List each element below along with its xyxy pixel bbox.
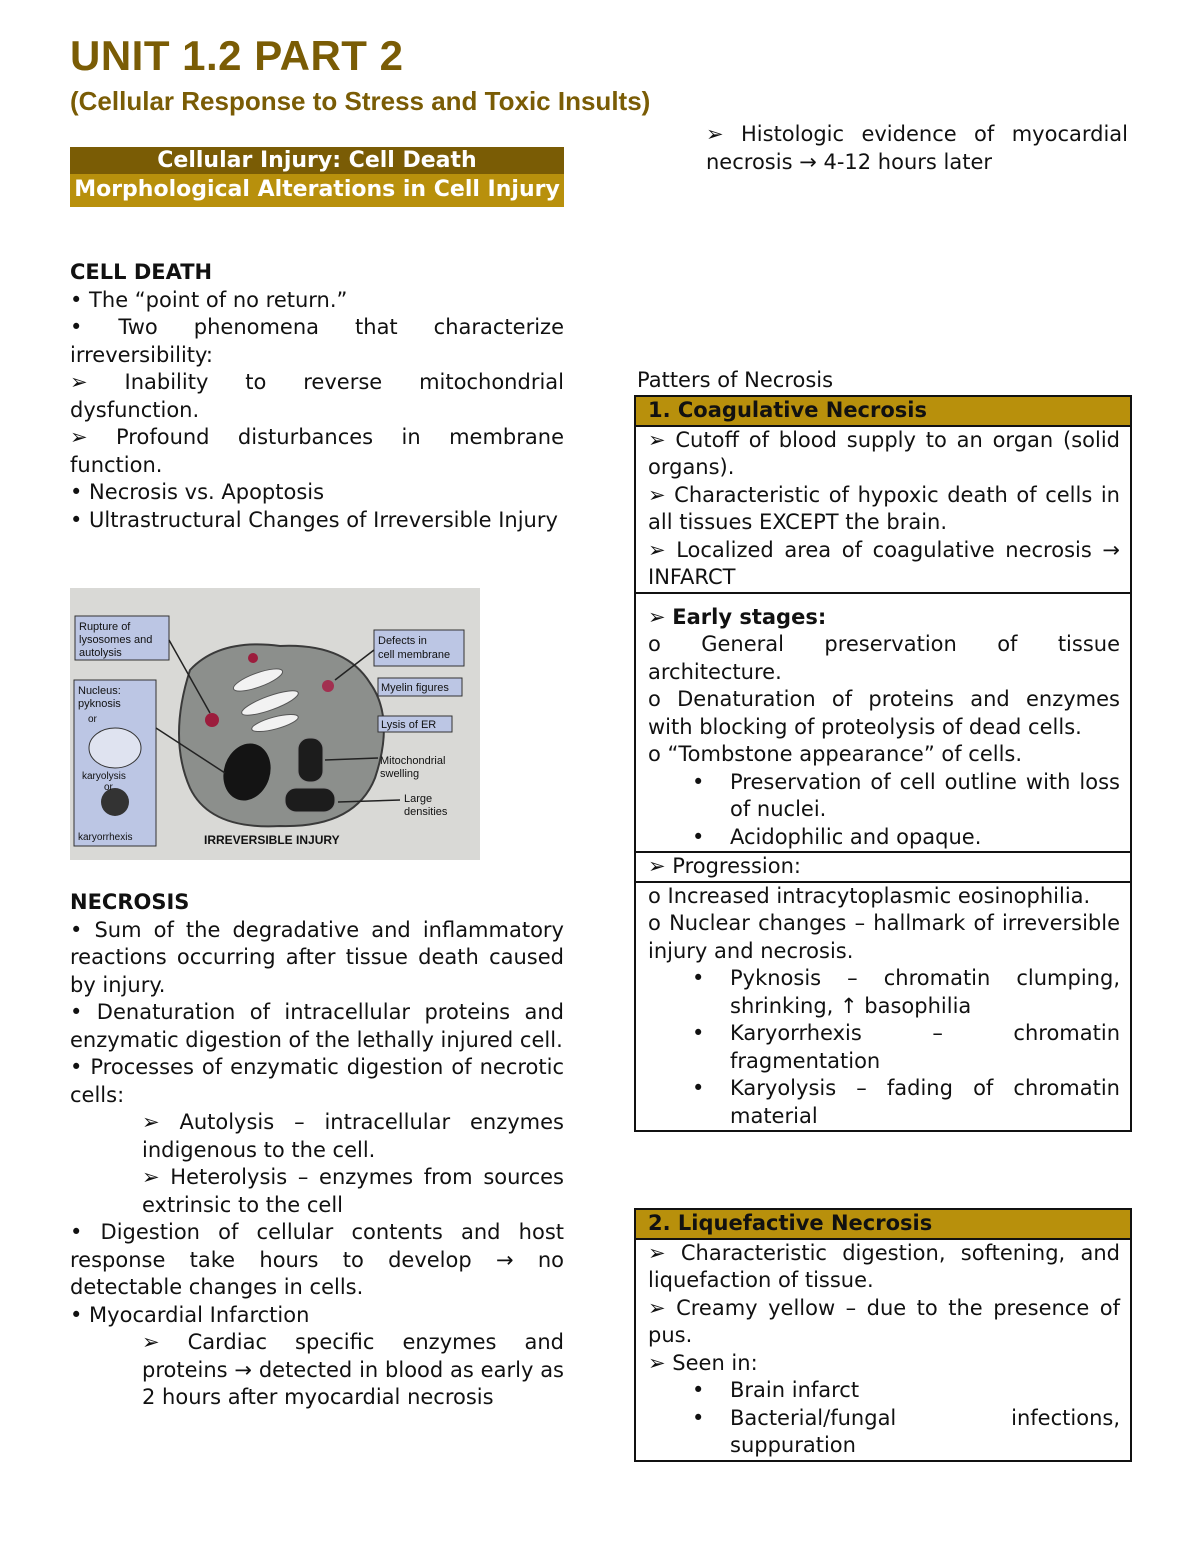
histologic-evidence-text	[706, 121, 1128, 176]
bullet-item: • Acidophilic and opaque.	[648, 824, 1120, 852]
necrosis-item: • Digestion of cellular contents and host response take hours to develop → no detectable changes in cells.	[70, 1220, 564, 1299]
svg-text:Large: Large	[404, 793, 433, 805]
cell-death-heading: CELL DEATH	[70, 260, 213, 284]
bullet-item: • Karyorrhexis – chromatin fragmentation	[648, 1020, 1120, 1075]
section-header	[70, 147, 564, 207]
cell-death-item: • Ultrastructural Changes of Irreversible Injury	[70, 507, 558, 532]
svg-text:or: or	[88, 714, 97, 725]
section-header-line2: Morphological Alterations in Cell Injury	[70, 174, 564, 207]
svg-text:Mitochondrial: Mitochondrial	[380, 755, 446, 767]
necrosis-section	[70, 889, 564, 1412]
necrosis-item: • Denaturation of intracellular proteins and enzymatic digestion of the lethally injured cell.	[70, 1000, 564, 1052]
svg-text:Nucleus:: Nucleus:	[78, 685, 121, 697]
table-line: o General preservation of tissue architecture.	[648, 632, 1120, 684]
bullet-item: • Preservation of cell outline with loss of nuclei.	[648, 769, 1120, 824]
table-line: ➢ Localized area of coagulative necrosis → INFARCT	[648, 537, 1120, 589]
early-stages-heading: Early stages:	[672, 604, 827, 629]
bullet-item: • Karyolysis – fading of chromatin material	[648, 1075, 1120, 1130]
progression-heading: ➢ Progression:	[648, 854, 801, 878]
cell-death-item: ➢ Inability to reverse mitochondrial dysfunction.	[70, 370, 564, 422]
bullet-item: • Brain infarct	[648, 1377, 1120, 1405]
coagulative-heading: 1. Coagulative Necrosis	[636, 397, 1130, 427]
svg-text:Defects in: Defects in	[378, 635, 427, 647]
liquefactive-cell	[636, 1240, 1130, 1460]
liquefactive-necrosis-table	[634, 1208, 1132, 1462]
coagulative-cell-progression	[636, 881, 1130, 1131]
table-line: ➢ Characteristic of hypoxic death of cells in all tissues EXCEPT the brain.	[648, 482, 1120, 534]
cell-death-item: • Two phenomena that characterize irreversibility:	[70, 315, 564, 367]
table-line: ➢ Characteristic digestion, softening, and liquefaction of tissue.	[648, 1240, 1120, 1292]
svg-text:autolysis: autolysis	[79, 647, 122, 659]
cell-diagram	[70, 588, 480, 860]
page-subtitle: (Cellular Response to Stress and Toxic Insults)	[70, 86, 651, 116]
svg-text:densities: densities	[404, 806, 448, 818]
arrow-label: ➢	[648, 604, 673, 629]
patterns-caption: Patters of Necrosis	[637, 368, 834, 392]
svg-text:lysosomes and: lysosomes and	[79, 634, 153, 646]
histologic-evidence: ➢ Histologic evidence of myocardial necrosis → 4-12 hours later	[706, 122, 1128, 174]
cell-death-item: ➢ Profound disturbances in membrane function.	[70, 425, 564, 477]
table-line: o Increased intracytoplasmic eosinophilia.	[648, 883, 1091, 908]
necrosis-subitem: ➢ Autolysis – intracellular enzymes indigenous to the cell.	[142, 1110, 564, 1162]
svg-text:cell membrane: cell membrane	[378, 649, 451, 661]
svg-text:pyknosis: pyknosis	[78, 698, 121, 710]
svg-text:karyorrhexis: karyorrhexis	[78, 832, 133, 843]
svg-text:Lysis of ER: Lysis of ER	[381, 719, 437, 731]
svg-text:IRREVERSIBLE INJURY: IRREVERSIBLE INJURY	[204, 833, 340, 847]
table-line: ➢ Creamy yellow – due to the presence of pus.	[648, 1295, 1120, 1347]
bullet-item: • Bacterial/fungal infections, suppuration	[648, 1405, 1120, 1460]
necrosis-subitem: ➢ Cardiac specific enzymes and proteins → detected in blood as early as 2 hours after myocardial necrosis	[142, 1330, 564, 1409]
necrosis-subitem: ➢ Heterolysis – enzymes from sources extrinsic to the cell	[142, 1165, 564, 1217]
necrosis-heading: NECROSIS	[70, 890, 190, 914]
liquefactive-heading: 2. Liquefactive Necrosis	[636, 1210, 1130, 1240]
coagulative-cell-1	[636, 427, 1130, 592]
svg-text:Myelin figures: Myelin figures	[381, 682, 449, 694]
coagulative-cell-early	[636, 592, 1130, 852]
section-header-line1: Cellular Injury: Cell Death	[70, 147, 564, 174]
early-stages-line	[648, 604, 1120, 632]
cell-death-item: • Necrosis vs. Apoptosis	[70, 480, 325, 504]
coagulative-necrosis-table	[634, 395, 1132, 1132]
necrosis-item: • Myocardial Infarction	[70, 1302, 310, 1327]
table-line: o Nuclear changes – hallmark of irreversible injury and necrosis.	[648, 911, 1120, 963]
svg-text:or: or	[104, 782, 113, 793]
table-line: o “Tombstone appearance” of cells.	[648, 742, 1023, 766]
irreversible-injury-figure	[70, 588, 480, 860]
svg-text:karyolysis: karyolysis	[82, 771, 126, 782]
coagulative-cell-progression-label	[636, 851, 1130, 881]
table-line: o Denaturation of proteins and enzymes with blocking of proteolysis of dead cells.	[648, 687, 1120, 739]
svg-text:Rupture of: Rupture of	[79, 621, 131, 633]
table-line: ➢ Cutoff of blood supply to an organ (solid organs).	[648, 427, 1120, 479]
cell-death-section	[70, 259, 564, 534]
necrosis-item: • Sum of the degradative and inflammatory reactions occurring after tissue death caused by injury.	[70, 917, 564, 997]
table-line: ➢ Seen in:	[648, 1350, 758, 1375]
necrosis-item: • Processes of enzymatic digestion of necrotic cells:	[70, 1055, 564, 1107]
cell-death-item: • The “point of no return.”	[70, 287, 348, 312]
page-title: UNIT 1.2 PART 2	[70, 32, 404, 79]
svg-text:swelling: swelling	[380, 768, 420, 780]
bullet-item: • Pyknosis – chromatin clumping, shrinking, ↑ basophilia	[648, 965, 1120, 1020]
